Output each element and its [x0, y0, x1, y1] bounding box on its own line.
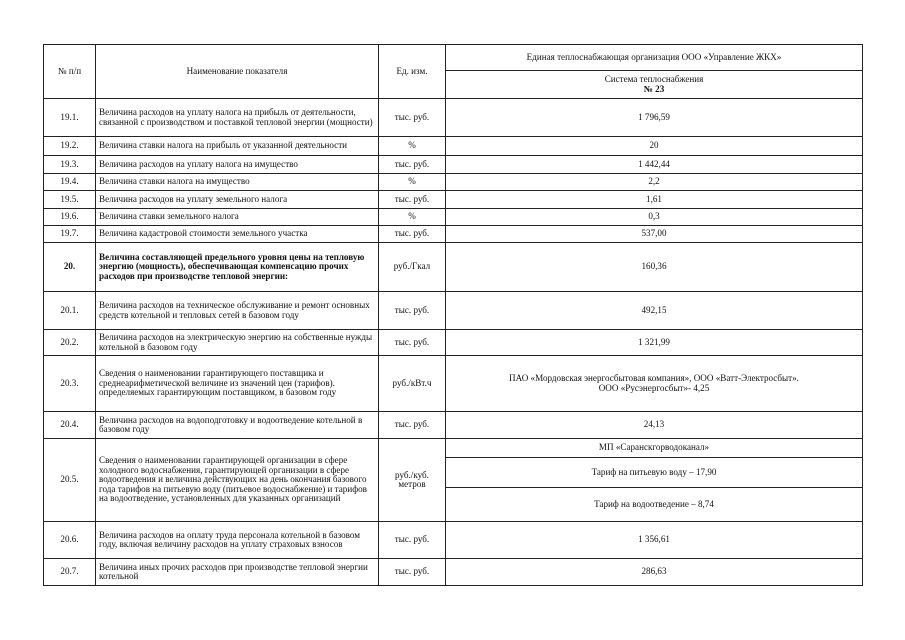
row-value: 1,61 — [446, 191, 863, 209]
table-row — [44, 356, 863, 412]
system-number: № 23 — [643, 83, 665, 94]
row-number: 19.6. — [44, 209, 96, 226]
table-row — [44, 191, 863, 209]
row-name: Величина расходов на электрическую энергию на собственные нужды котельной в базовом году — [96, 330, 379, 356]
row-value: 1 356,61 — [446, 522, 863, 559]
row-value: 1 796,59 — [446, 99, 863, 137]
row-value: 1 442,44 — [446, 156, 863, 174]
row-name: Величина составляющей предельного уровня цены на тепловую энергию (мощность), обеспечивающая компенсацию прочих расходов при производстве тепловой энергии: — [96, 243, 379, 292]
indicators-table — [43, 44, 863, 586]
row-name: Величина расходов на водоподготовку и водоотведение котельной в базовом году — [96, 412, 379, 439]
row-unit: руб./куб. метров — [379, 439, 446, 522]
row-name: Величина кадастровой стоимости земельного участка — [96, 226, 379, 243]
table-row — [44, 137, 863, 156]
table-row — [44, 226, 863, 243]
row-number: 20.5. — [44, 439, 96, 522]
row-value: 2,2 — [446, 174, 863, 191]
row-number: 20.2. — [44, 330, 96, 356]
table-row — [44, 209, 863, 226]
table-row — [44, 156, 863, 174]
row-value: 286,63 — [446, 559, 863, 586]
row-value: 492,15 — [446, 292, 863, 330]
supplier-names: ПАО «Мордовская энергосбытовая компания», ООО «Ватт-Электросбыт». — [509, 373, 799, 384]
row-unit: тыс. руб. — [379, 559, 446, 586]
header-row — [44, 45, 863, 71]
row-number: 19.4. — [44, 174, 96, 191]
row-unit: тыс. руб. — [379, 226, 446, 243]
row-number: 20. — [44, 243, 96, 292]
header-unit: Ед. изм. — [379, 45, 446, 99]
row-number: 20.3. — [44, 356, 96, 412]
row-name: Величина расходов на уплату земельного налога — [96, 191, 379, 209]
row-value — [446, 356, 863, 412]
row-value: 537,00 — [446, 226, 863, 243]
table-row — [44, 522, 863, 559]
row-name: Величина ставки земельного налога — [96, 209, 379, 226]
row-number: 20.7. — [44, 559, 96, 586]
row-unit: тыс. руб. — [379, 330, 446, 356]
row-name: Величина ставки налога на прибыль от указанной деятельности — [96, 137, 379, 156]
row-name: Величина расходов на уплату налога на имущество — [96, 156, 379, 174]
row-unit: тыс. руб. — [379, 156, 446, 174]
table-row — [44, 174, 863, 191]
water-organization: МП «Саранскгорводоканал» — [446, 439, 863, 458]
row-unit: руб./кВт.ч — [379, 356, 446, 412]
row-value: 160,36 — [446, 243, 863, 292]
row-name: Сведения о наименовании гарантирующей организации в сфере холодного водоснабжения, гарантирующей организации в сфере водоотведения и величина действующих на день окончания базового года тарифов на питьевую воду (питьевое водоснабжение) и тарифов на водоотведение, установленных для указанных организаций — [96, 439, 379, 522]
row-unit: тыс. руб. — [379, 522, 446, 559]
row-unit: % — [379, 137, 446, 156]
row-unit: % — [379, 174, 446, 191]
row-unit: % — [379, 209, 446, 226]
row-value: 1 321,99 — [446, 330, 863, 356]
row-number: 19.7. — [44, 226, 96, 243]
row-name: Величина расходов на оплату труда персонала котельной в базовом году, включая величину расходов на уплату страховых взносов — [96, 522, 379, 559]
row-number: 19.5. — [44, 191, 96, 209]
header-name: Наименование показателя — [96, 45, 379, 99]
row-unit: руб./Гкал — [379, 243, 446, 292]
row-number: 20.6. — [44, 522, 96, 559]
table-row — [44, 559, 863, 586]
row-name: Величина иных прочих расходов при производстве тепловой энергии котельной — [96, 559, 379, 586]
row-unit: тыс. руб. — [379, 99, 446, 137]
system-label: Система теплоснабжения — [604, 74, 704, 85]
table-row — [44, 99, 863, 137]
supplier-price: ООО «Русэнергосбыт»- 4,25 — [598, 382, 710, 393]
header-num: № п/п — [44, 45, 96, 99]
row-value: 24,13 — [446, 412, 863, 439]
row-unit: тыс. руб. — [379, 292, 446, 330]
row-number: 19.3. — [44, 156, 96, 174]
row-name: Величина ставки налога на имущество — [96, 174, 379, 191]
table-row — [44, 292, 863, 330]
row-unit: тыс. руб. — [379, 191, 446, 209]
water-tariff: Тариф на питьевую воду – 17,90 — [446, 458, 863, 488]
row-name: Величина расходов на техническое обслуживание и ремонт основных средств котельной и тепловых сетей в базовом году — [96, 292, 379, 330]
row-value: 0,3 — [446, 209, 863, 226]
header-system — [446, 71, 863, 99]
row-number: 20.4. — [44, 412, 96, 439]
table-row — [44, 412, 863, 439]
row-number: 19.1. — [44, 99, 96, 137]
row-unit: тыс. руб. — [379, 412, 446, 439]
table-row — [44, 243, 863, 292]
header-org: Единая теплоснабжающая организация ООО «Управление ЖКХ» — [446, 45, 863, 71]
sewerage-tariff: Тариф на водоотведение – 8,74 — [446, 488, 863, 522]
table-row — [44, 439, 863, 458]
row-number: 20.1. — [44, 292, 96, 330]
row-number: 19.2. — [44, 137, 96, 156]
row-value: 20 — [446, 137, 863, 156]
table-row — [44, 330, 863, 356]
row-name: Сведения о наименовании гарантирующего поставщика и среднеарифметической величине из значений цен (тарифов). определяемых гарантирующим поставщиком, в базовом году — [96, 356, 379, 412]
row-name: Величина расходов на уплату налога на прибыль от деятельности, связанной с производством и поставкой тепловой энергии (мощности) — [96, 99, 379, 137]
